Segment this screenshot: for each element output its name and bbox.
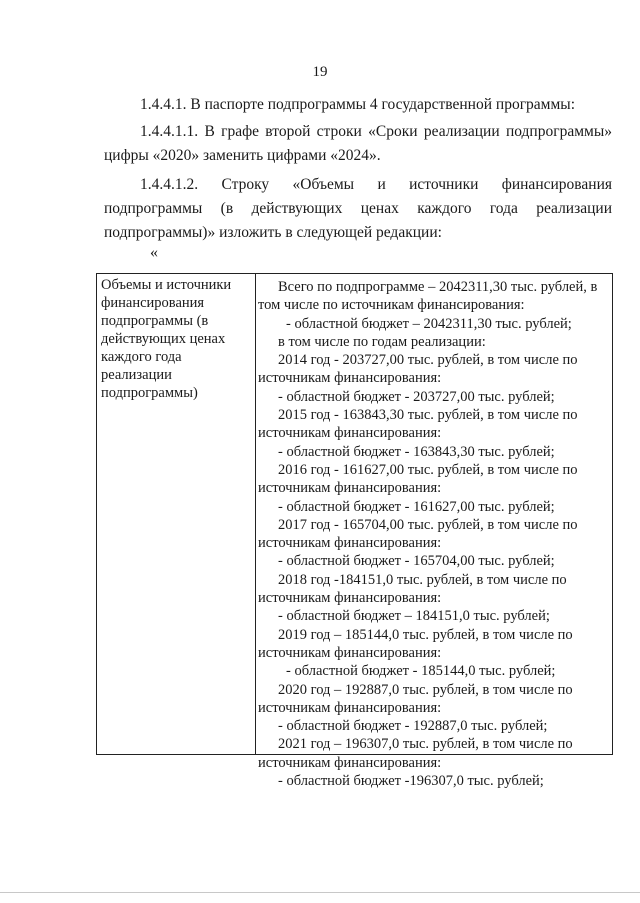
- right-cell-line: 2021 год – 196307,0 тыс. рублей, в том числе по: [278, 736, 573, 753]
- right-cell-line: источникам финансирования:: [258, 590, 442, 607]
- right-cell-line: источникам финансирования:: [258, 370, 442, 387]
- right-cell-line: - областной бюджет -196307,0 тыс. рублей;: [278, 773, 544, 790]
- right-cell-line: источникам финансирования:: [258, 644, 442, 661]
- left-cell-line: финансирования: [101, 295, 205, 311]
- left-cell-line: подпрограммы (в: [101, 313, 209, 329]
- right-cell-line: источникам финансирования:: [258, 480, 442, 497]
- right-cell-line: - областной бюджет - 185144,0 тыс. рублей;: [286, 663, 556, 680]
- right-cell-line: - областной бюджет - 163843,30 тыс. рублей;: [278, 443, 555, 460]
- left-cell-line: подпрограммы): [101, 385, 198, 401]
- left-cell-line: действующих ценах: [101, 331, 226, 347]
- right-cell-line: в том числе по годам реализации:: [278, 333, 486, 350]
- table-right-cell: [258, 278, 610, 790]
- financing-table: [96, 273, 613, 790]
- page-bottom-rule: [0, 892, 640, 893]
- paragraph-2: 1.4.4.1.1. В графе второй строки «Сроки реализации подпрограммы» цифры «2020» заменить цифрами «2024».: [104, 123, 612, 164]
- left-cell-line: реализации: [101, 367, 172, 383]
- right-cell-line: - областной бюджет - 192887,0 тыс. рублей;: [278, 718, 548, 735]
- right-cell-line: источникам финансирования:: [258, 754, 442, 771]
- column-divider: [255, 274, 256, 754]
- right-cell-line: - областной бюджет - 203727,00 тыс. рублей;: [278, 388, 555, 405]
- quote-mark: «: [150, 244, 158, 261]
- right-cell-line: том числе по источникам финансирования:: [258, 297, 525, 314]
- right-cell-line: источникам финансирования:: [258, 535, 442, 552]
- right-cell-line: источникам финансирования:: [258, 699, 442, 716]
- table-left-cell: [101, 276, 251, 402]
- right-cell-line: 2014 год - 203727,00 тыс. рублей, в том числе по: [278, 352, 578, 369]
- paragraph-3: 1.4.4.1.2. Строку «Объемы и источники финансирования подпрограммы (в действующих ценах каждого года реализации подпрограммы)» изложить в следующей редакции:: [104, 176, 612, 241]
- right-cell-line: 2016 год - 161627,00 тыс. рублей, в том числе по: [278, 461, 578, 478]
- right-cell-line: 2017 год - 165704,00 тыс. рублей, в том числе по: [278, 516, 578, 533]
- right-cell-line: 2019 год – 185144,0 тыс. рублей, в том числе по: [278, 626, 573, 643]
- right-cell-line: - областной бюджет - 165704,00 тыс. рублей;: [278, 553, 555, 570]
- left-cell-line: каждого года: [101, 349, 182, 365]
- right-cell-line: источникам финансирования:: [258, 425, 442, 442]
- right-cell-line: Всего по подпрограмме – 2042311,30 тыс. рублей, в: [278, 279, 598, 295]
- paragraph-1: 1.4.4.1. В паспорте подпрограммы 4 государственной программы:: [140, 96, 576, 113]
- right-cell-line: 2020 год – 192887,0 тыс. рублей, в том числе по: [278, 681, 573, 698]
- left-cell-line: Объемы и источники: [101, 277, 232, 293]
- page-number: 19: [312, 64, 328, 80]
- right-cell-line: - областной бюджет – 2042311,30 тыс. рублей;: [286, 315, 572, 332]
- right-cell-line: - областной бюджет – 184151,0 тыс. рублей;: [278, 608, 550, 625]
- right-cell-line: 2015 год - 163843,30 тыс. рублей, в том числе по: [278, 407, 578, 424]
- right-cell-line: - областной бюджет - 161627,00 тыс. рублей;: [278, 498, 555, 515]
- right-cell-line: 2018 год -184151,0 тыс. рублей, в том числе по: [278, 571, 567, 588]
